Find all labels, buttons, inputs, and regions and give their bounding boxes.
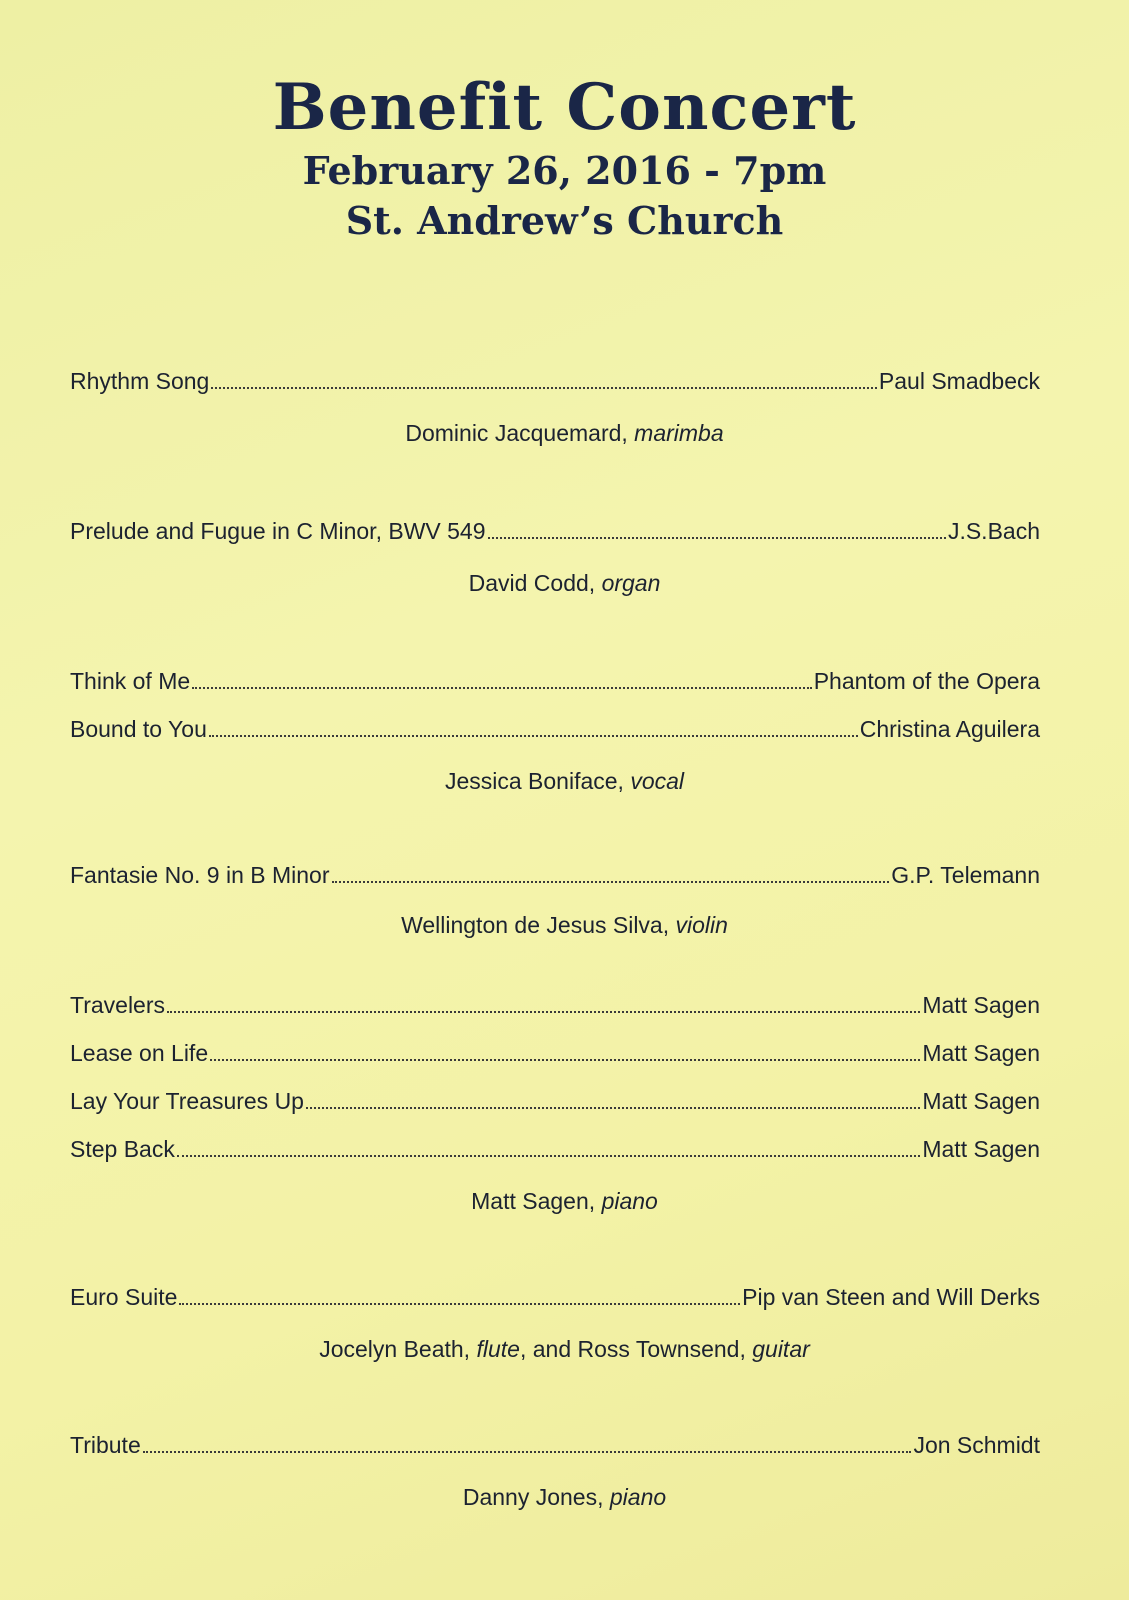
performer-instrument: piano [609, 1484, 667, 1510]
piece-title: Think of Me [70, 668, 191, 694]
performer-instrument: organ [601, 570, 661, 596]
performer-name: Dominic Jacquemard, [405, 420, 628, 446]
performer-name: Danny Jones, [462, 1484, 604, 1510]
piece-composer: Paul Smadbeck [878, 368, 1040, 394]
performer-instrument: piano [601, 1188, 658, 1214]
dot-leader [488, 536, 946, 539]
dot-leader [177, 1154, 921, 1157]
dot-leader [211, 386, 877, 389]
concert-title: Benefit Concert [272, 70, 857, 145]
performer-line [0, 420, 1129, 447]
performer-line [0, 1484, 1129, 1511]
piece-composer: Pip van Steen and Will Derks [742, 1284, 1040, 1310]
dot-leader [179, 1302, 740, 1305]
dot-leader [210, 1058, 920, 1061]
concert-venue: St. Andrew’s Church [345, 198, 784, 243]
performer-line [0, 570, 1129, 597]
program-item [70, 368, 1040, 395]
performer-instrument-2: guitar [752, 1336, 810, 1362]
performer-name: Matt Sagen, [471, 1188, 596, 1214]
performer-instrument: violin [675, 912, 728, 938]
performer-line [0, 768, 1129, 795]
dot-leader [209, 734, 858, 737]
program-item [70, 992, 1040, 1019]
performer-name: Jocelyn Beath, [319, 1336, 471, 1362]
program-item [70, 716, 1040, 743]
piece-composer: Matt Sagen [922, 1088, 1040, 1114]
piece-title: Euro Suite [70, 1284, 178, 1310]
piece-title: Fantasie No. 9 in B Minor [70, 862, 330, 888]
piece-title: Rhythm Song [70, 368, 210, 394]
dot-leader [306, 1106, 920, 1109]
piece-title: Travelers [70, 992, 165, 1018]
program-item [70, 1040, 1040, 1067]
program-header [0, 70, 1129, 246]
dot-leader [143, 1450, 912, 1453]
program-item [70, 1432, 1040, 1459]
program-item [70, 518, 1040, 545]
performer-name: Wellington de Jesus Silva, [401, 912, 670, 938]
piece-title: Lay Your Treasures Up [70, 1088, 304, 1114]
piece-composer: Phantom of the Opera [813, 668, 1040, 694]
dot-leader [192, 686, 812, 689]
program-item [70, 862, 1040, 889]
piece-title: Step Back [70, 1136, 175, 1162]
program-item [70, 668, 1040, 695]
piece-title: Lease on Life [70, 1040, 209, 1066]
program-item [70, 1088, 1040, 1115]
piece-composer: Matt Sagen [922, 992, 1040, 1018]
dot-leader [332, 880, 890, 883]
dot-leader [167, 1010, 920, 1013]
performer-name: Jessica Boniface, [444, 768, 624, 794]
piece-title: Bound to You [70, 716, 207, 742]
piece-composer: Matt Sagen [922, 1136, 1040, 1162]
performer-name-2: , and Ross Townsend, [519, 1336, 746, 1362]
piece-composer: G.P. Telemann [891, 862, 1040, 888]
performer-instrument: marimba [634, 420, 724, 446]
piece-composer: J.S.Bach [947, 518, 1040, 544]
piece-title: Prelude and Fugue in C Minor, BWV 549 [70, 518, 486, 544]
concert-date-time: February 26, 2016 - 7pm [302, 148, 827, 193]
performer-line [0, 1336, 1129, 1363]
piece-title: Tribute [70, 1432, 141, 1458]
piece-composer: Matt Sagen [922, 1040, 1040, 1066]
performer-line [0, 1188, 1129, 1215]
program-item [70, 1284, 1040, 1311]
performer-instrument: flute [476, 1336, 520, 1362]
performer-instrument: vocal [630, 768, 685, 794]
performer-name: David Codd, [468, 570, 596, 596]
performer-line [0, 912, 1129, 939]
program-item [70, 1136, 1040, 1163]
piece-composer: Jon Schmidt [913, 1432, 1040, 1458]
piece-composer: Christina Aguilera [859, 716, 1040, 742]
